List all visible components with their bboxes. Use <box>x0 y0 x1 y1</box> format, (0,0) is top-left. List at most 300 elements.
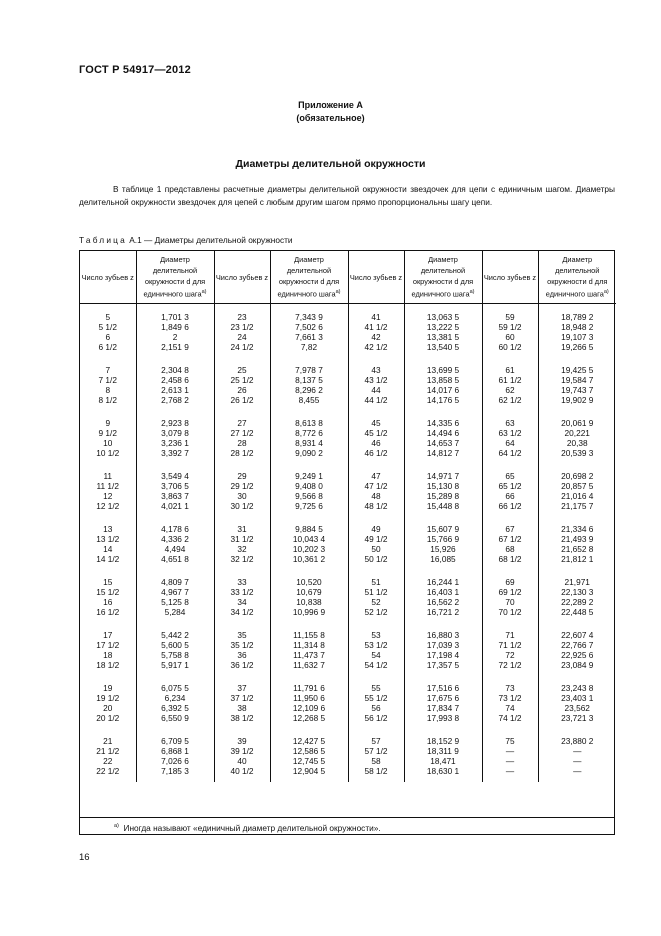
cell-teeth: 68 1/2 <box>482 554 538 564</box>
table-row <box>80 703 616 713</box>
cell-diameter: 21,016 4 <box>561 491 594 501</box>
cell-teeth: 43 1/2 <box>348 375 404 385</box>
cell-teeth: 42 <box>348 332 404 342</box>
table-body <box>80 304 616 783</box>
cell-diameter: 18,789 2 <box>561 312 594 322</box>
footnote-text: Иногда называют «единичный диаметр делительной окружности». <box>123 823 381 833</box>
cell-diameter: 17,198 4 <box>404 650 482 660</box>
cell-diameter: — <box>573 766 582 776</box>
cell-diameter: 4,336 2 <box>136 534 214 544</box>
header-teeth: Число зубьев z <box>482 251 538 304</box>
table-row <box>80 312 616 322</box>
cell-teeth: 71 1/2 <box>482 640 538 650</box>
cell-diameter: 14,176 5 <box>404 395 482 405</box>
cell-teeth: 18 1/2 <box>80 660 136 670</box>
cell-teeth: 57 1/2 <box>348 746 404 756</box>
diameter-table-frame <box>79 250 615 835</box>
cell-teeth: 49 <box>348 524 404 534</box>
cell-teeth: 38 <box>214 703 270 713</box>
cell-teeth: 48 1/2 <box>348 501 404 511</box>
cell-teeth: 39 1/2 <box>214 746 270 756</box>
cell-diameter: 9,249 1 <box>270 471 348 481</box>
cell-teeth: 22 <box>80 756 136 766</box>
cell-teeth: 13 1/2 <box>80 534 136 544</box>
cell-teeth: 16 <box>80 597 136 607</box>
group-spacer <box>80 723 616 736</box>
cell-diameter: 19,743 7 <box>561 385 594 395</box>
cell-teeth: 40 <box>214 756 270 766</box>
cell-teeth: 23 <box>214 312 270 322</box>
cell-teeth: 11 <box>80 471 136 481</box>
cell-teeth: 54 1/2 <box>348 660 404 670</box>
table-row <box>80 365 616 375</box>
cell-diameter: 10,202 3 <box>270 544 348 554</box>
cell-teeth: 53 1/2 <box>348 640 404 650</box>
table-caption-prefix: Таблица <box>79 235 127 245</box>
cell-teeth: 46 <box>348 438 404 448</box>
cell-teeth: 17 <box>80 630 136 640</box>
table-row <box>80 395 616 405</box>
cell-teeth: 27 <box>214 418 270 428</box>
cell-teeth: 9 <box>80 418 136 428</box>
cell-teeth: 42 1/2 <box>348 342 404 352</box>
cell-diameter: 13,222 5 <box>404 322 482 332</box>
group-spacer <box>80 564 616 577</box>
cell-diameter: 20,539 3 <box>561 448 594 458</box>
cell-teeth: 60 <box>482 332 538 342</box>
document-id: ГОСТ Р 54917—2012 <box>79 64 191 76</box>
cell-diameter: 16,403 1 <box>404 587 482 597</box>
cell-diameter: 15,607 9 <box>404 524 482 534</box>
cell-teeth: 21 <box>80 736 136 746</box>
section-title: Диаметры делительной окружности <box>235 158 426 170</box>
cell-teeth: 31 1/2 <box>214 534 270 544</box>
cell-teeth: 59 1/2 <box>482 322 538 332</box>
cell-teeth: 15 1/2 <box>80 587 136 597</box>
cell-teeth: 30 1/2 <box>214 501 270 511</box>
cell-diameter: 4,967 7 <box>136 587 214 597</box>
cell-teeth: 46 1/2 <box>348 448 404 458</box>
cell-diameter: 5,600 5 <box>136 640 214 650</box>
table-row <box>80 683 616 693</box>
cell-teeth: 5 <box>80 312 136 322</box>
table-row <box>80 524 616 534</box>
cell-diameter: 2,458 6 <box>136 375 214 385</box>
cell-diameter: 8,455 <box>270 395 348 405</box>
cell-teeth: 5 1/2 <box>80 322 136 332</box>
header-diameter: Диаметр делительной окружности d для единичного шага$^{а)}$ <box>538 251 616 304</box>
cell-teeth: 70 1/2 <box>482 607 538 617</box>
cell-diameter: 21,971 <box>564 577 590 587</box>
cell-teeth: 62 1/2 <box>482 395 538 405</box>
cell-teeth: 41 1/2 <box>348 322 404 332</box>
cell-teeth: — <box>482 766 538 776</box>
cell-diameter: 14,812 7 <box>404 448 482 458</box>
table-row <box>80 332 616 342</box>
diameter-table <box>80 251 616 782</box>
header-teeth: Число зубьев z <box>214 251 270 304</box>
cell-diameter: 23,562 <box>564 703 590 713</box>
cell-diameter: 10,996 9 <box>270 607 348 617</box>
cell-diameter: 19,584 7 <box>561 375 594 385</box>
group-spacer <box>80 670 616 683</box>
cell-teeth: 52 <box>348 597 404 607</box>
cell-diameter: 2,304 8 <box>136 365 214 375</box>
cell-teeth: 49 1/2 <box>348 534 404 544</box>
cell-diameter: 14,017 6 <box>404 385 482 395</box>
cell-diameter: 13,381 5 <box>404 332 482 342</box>
cell-teeth: 51 <box>348 577 404 587</box>
cell-diameter: 21,812 1 <box>561 554 594 564</box>
cell-teeth: 34 1/2 <box>214 607 270 617</box>
cell-diameter: 6,868 1 <box>136 746 214 756</box>
cell-teeth: 7 1/2 <box>80 375 136 385</box>
cell-diameter: 14,494 6 <box>404 428 482 438</box>
cell-teeth: 35 1/2 <box>214 640 270 650</box>
cell-teeth: 24 <box>214 332 270 342</box>
cell-diameter: 5,284 <box>136 607 214 617</box>
cell-diameter: 11,155 8 <box>270 630 348 640</box>
cell-diameter: 12,904 5 <box>270 766 348 776</box>
cell-teeth: 72 <box>482 650 538 660</box>
cell-diameter: 2,151 9 <box>136 342 214 352</box>
table-footnote <box>80 817 614 836</box>
cell-diameter: 13,858 5 <box>404 375 482 385</box>
cell-teeth: 64 <box>482 438 538 448</box>
cell-teeth: 8 <box>80 385 136 395</box>
cell-diameter: 18,471 <box>404 756 482 766</box>
annex-status: (обязательное) <box>296 113 365 123</box>
table-row <box>80 491 616 501</box>
intro-paragraph <box>79 183 615 209</box>
group-spacer <box>80 304 616 313</box>
cell-teeth: 16 1/2 <box>80 607 136 617</box>
cell-diameter: 12,268 5 <box>270 713 348 723</box>
cell-teeth: 54 <box>348 650 404 660</box>
table-row <box>80 554 616 564</box>
table-header-row <box>80 251 616 304</box>
cell-diameter: 16,244 1 <box>404 577 482 587</box>
cell-teeth: 44 <box>348 385 404 395</box>
cell-diameter: 17,675 6 <box>404 693 482 703</box>
annex-title: Приложение А <box>298 100 363 110</box>
header-teeth: Число зубьев z <box>348 251 404 304</box>
table-row <box>80 534 616 544</box>
table-row <box>80 660 616 670</box>
cell-diameter: 8,931 4 <box>270 438 348 448</box>
cell-teeth: 74 <box>482 703 538 713</box>
cell-diameter: 6,709 5 <box>136 736 214 746</box>
cell-diameter: 10,679 <box>270 587 348 597</box>
cell-diameter: 17,039 3 <box>404 640 482 650</box>
group-spacer <box>80 352 616 365</box>
cell-teeth: 56 <box>348 703 404 713</box>
cell-teeth: 36 1/2 <box>214 660 270 670</box>
cell-teeth: 28 <box>214 438 270 448</box>
table-row <box>80 481 616 491</box>
footnote-mark: а) <box>114 823 119 830</box>
cell-teeth: 19 <box>80 683 136 693</box>
cell-diameter: 2,613 1 <box>136 385 214 395</box>
cell-teeth: 48 <box>348 491 404 501</box>
cell-diameter: 15,926 <box>404 544 482 554</box>
cell-teeth: 25 1/2 <box>214 375 270 385</box>
cell-diameter: 8,137 5 <box>270 375 348 385</box>
cell-teeth: 14 <box>80 544 136 554</box>
table-row <box>80 544 616 554</box>
cell-teeth: 29 1/2 <box>214 481 270 491</box>
cell-teeth: 66 1/2 <box>482 501 538 511</box>
header-diameter: Диаметр делительной окружности d для единичного шага$^{а)}$ <box>136 251 214 304</box>
cell-diameter: 9,090 2 <box>270 448 348 458</box>
cell-teeth: 18 <box>80 650 136 660</box>
cell-teeth: 19 1/2 <box>80 693 136 703</box>
cell-diameter: 6,392 5 <box>136 703 214 713</box>
cell-diameter: 6,234 <box>136 693 214 703</box>
cell-teeth: 34 <box>214 597 270 607</box>
cell-teeth: 35 <box>214 630 270 640</box>
cell-teeth: 44 1/2 <box>348 395 404 405</box>
cell-teeth: 58 <box>348 756 404 766</box>
table-row <box>80 438 616 448</box>
cell-teeth: 13 <box>80 524 136 534</box>
table-row <box>80 640 616 650</box>
cell-diameter: 3,392 7 <box>136 448 214 458</box>
table-row <box>80 418 616 428</box>
cell-teeth: 67 <box>482 524 538 534</box>
cell-diameter: 18,630 1 <box>404 766 482 776</box>
cell-diameter: 15,448 8 <box>404 501 482 511</box>
cell-diameter: 20,061 9 <box>561 418 594 428</box>
cell-diameter: 5,442 2 <box>136 630 214 640</box>
cell-diameter: 22,289 2 <box>561 597 594 607</box>
cell-teeth: 59 <box>482 312 538 322</box>
cell-teeth: 20 1/2 <box>80 713 136 723</box>
table-row <box>80 428 616 438</box>
page-number: 16 <box>79 852 90 863</box>
cell-teeth: 47 1/2 <box>348 481 404 491</box>
cell-diameter: 11,314 8 <box>270 640 348 650</box>
cell-teeth: 69 <box>482 577 538 587</box>
cell-diameter: 10,043 4 <box>270 534 348 544</box>
cell-teeth: 69 1/2 <box>482 587 538 597</box>
cell-teeth: 29 <box>214 471 270 481</box>
cell-diameter: 2 <box>136 332 214 342</box>
annex-heading <box>0 99 661 125</box>
cell-teeth: 63 1/2 <box>482 428 538 438</box>
cell-diameter: 12,586 5 <box>270 746 348 756</box>
table-row <box>80 471 616 481</box>
cell-teeth: 8 1/2 <box>80 395 136 405</box>
cell-teeth: 36 <box>214 650 270 660</box>
cell-diameter: 4,651 8 <box>136 554 214 564</box>
cell-teeth: 43 <box>348 365 404 375</box>
cell-diameter: 2,923 8 <box>136 418 214 428</box>
cell-teeth: 68 <box>482 544 538 554</box>
cell-teeth: 45 1/2 <box>348 428 404 438</box>
cell-teeth: 73 1/2 <box>482 693 538 703</box>
group-spacer <box>80 511 616 524</box>
cell-teeth: 10 1/2 <box>80 448 136 458</box>
cell-diameter: 21,493 9 <box>561 534 594 544</box>
header-diameter: Диаметр делительной окружности d для единичного шага$^{а)}$ <box>404 251 482 304</box>
table-caption-text: А.1 — Диаметры делительной окружности <box>126 235 293 245</box>
cell-teeth: 50 <box>348 544 404 554</box>
cell-teeth: 64 1/2 <box>482 448 538 458</box>
cell-diameter: 3,549 4 <box>136 471 214 481</box>
table-row <box>80 650 616 660</box>
cell-diameter: 20,221 <box>564 428 590 438</box>
cell-diameter: 19,902 9 <box>561 395 594 405</box>
cell-teeth: 20 <box>80 703 136 713</box>
cell-diameter: 14,971 7 <box>404 471 482 481</box>
table-row <box>80 607 616 617</box>
cell-teeth: 67 1/2 <box>482 534 538 544</box>
cell-diameter: 6,075 5 <box>136 683 214 693</box>
cell-diameter: 7,82 <box>270 342 348 352</box>
cell-diameter: 23,084 9 <box>561 660 594 670</box>
cell-diameter: 7,502 6 <box>270 322 348 332</box>
cell-diameter: 16,880 3 <box>404 630 482 640</box>
cell-diameter: 9,884 5 <box>270 524 348 534</box>
cell-diameter: 11,473 7 <box>270 650 348 660</box>
cell-diameter: 12,427 5 <box>270 736 348 746</box>
cell-teeth: 61 <box>482 365 538 375</box>
cell-teeth: 6 <box>80 332 136 342</box>
cell-diameter: 21,175 7 <box>561 501 594 511</box>
cell-teeth: 26 <box>214 385 270 395</box>
cell-diameter: 17,993 8 <box>404 713 482 723</box>
cell-teeth: 32 1/2 <box>214 554 270 564</box>
cell-diameter: 9,566 8 <box>270 491 348 501</box>
cell-teeth: 30 <box>214 491 270 501</box>
cell-teeth: 73 <box>482 683 538 693</box>
cell-diameter: 20,698 2 <box>561 471 594 481</box>
header-teeth: Число зубьев z <box>80 251 136 304</box>
cell-diameter: 15,130 8 <box>404 481 482 491</box>
cell-diameter: 17,516 6 <box>404 683 482 693</box>
cell-diameter: 23,721 3 <box>561 713 594 723</box>
cell-teeth: 33 1/2 <box>214 587 270 597</box>
table-row <box>80 756 616 766</box>
cell-teeth: 47 <box>348 471 404 481</box>
cell-diameter: 16,562 2 <box>404 597 482 607</box>
cell-teeth: 70 <box>482 597 538 607</box>
cell-teeth: 65 1/2 <box>482 481 538 491</box>
cell-diameter: 8,613 8 <box>270 418 348 428</box>
cell-diameter: 7,185 3 <box>136 766 214 776</box>
cell-diameter: 7,978 7 <box>270 365 348 375</box>
cell-diameter: 3,079 8 <box>136 428 214 438</box>
cell-diameter: 14,335 6 <box>404 418 482 428</box>
cell-teeth: — <box>482 746 538 756</box>
cell-diameter: 8,296 2 <box>270 385 348 395</box>
cell-teeth: 63 <box>482 418 538 428</box>
cell-diameter: 22,130 3 <box>561 587 594 597</box>
cell-teeth: 21 1/2 <box>80 746 136 756</box>
cell-diameter: 5,125 8 <box>136 597 214 607</box>
cell-teeth: 9 1/2 <box>80 428 136 438</box>
cell-teeth: 10 <box>80 438 136 448</box>
cell-teeth: 38 1/2 <box>214 713 270 723</box>
cell-diameter: 21,652 8 <box>561 544 594 554</box>
cell-diameter: — <box>573 756 582 766</box>
table-row <box>80 713 616 723</box>
cell-teeth: 11 1/2 <box>80 481 136 491</box>
cell-teeth: 62 <box>482 385 538 395</box>
table-row <box>80 693 616 703</box>
table-row <box>80 736 616 746</box>
cell-diameter: 22,925 6 <box>561 650 594 660</box>
cell-teeth: 41 <box>348 312 404 322</box>
cell-teeth: 71 <box>482 630 538 640</box>
cell-teeth: 26 1/2 <box>214 395 270 405</box>
table-row <box>80 448 616 458</box>
cell-teeth: 12 1/2 <box>80 501 136 511</box>
cell-diameter: 14,653 7 <box>404 438 482 448</box>
cell-teeth: 17 1/2 <box>80 640 136 650</box>
cell-teeth: 12 <box>80 491 136 501</box>
cell-diameter: 20,857 5 <box>561 481 594 491</box>
cell-diameter: 10,838 <box>270 597 348 607</box>
cell-teeth: 52 1/2 <box>348 607 404 617</box>
cell-diameter: 10,361 2 <box>270 554 348 564</box>
cell-teeth: 23 1/2 <box>214 322 270 332</box>
cell-teeth: 74 1/2 <box>482 713 538 723</box>
cell-diameter: 22,607 4 <box>561 630 594 640</box>
cell-diameter: 22,448 5 <box>561 607 594 617</box>
table-row <box>80 342 616 352</box>
cell-diameter: 16,721 2 <box>404 607 482 617</box>
cell-teeth: 22 1/2 <box>80 766 136 776</box>
cell-diameter: 11,950 6 <box>270 693 348 703</box>
cell-diameter: 11,791 6 <box>270 683 348 693</box>
cell-teeth: 14 1/2 <box>80 554 136 564</box>
cell-diameter: 18,948 2 <box>561 322 594 332</box>
cell-teeth: 51 1/2 <box>348 587 404 597</box>
cell-diameter: 15,766 9 <box>404 534 482 544</box>
header-diameter: Диаметр делительной окружности d для единичного шага$^{а)}$ <box>270 251 348 304</box>
cell-teeth: 55 1/2 <box>348 693 404 703</box>
cell-teeth: 50 1/2 <box>348 554 404 564</box>
cell-teeth: 57 <box>348 736 404 746</box>
cell-teeth: 37 <box>214 683 270 693</box>
cell-diameter: 23,403 1 <box>561 693 594 703</box>
cell-diameter: 5,758 8 <box>136 650 214 660</box>
cell-diameter: 3,706 5 <box>136 481 214 491</box>
cell-teeth: 7 <box>80 365 136 375</box>
table-row <box>80 577 616 587</box>
cell-teeth: 75 <box>482 736 538 746</box>
intro-text: В таблице 1 представлены расчетные диаметры делительной окружности звездочек для цепи с единичным шагом. Диаметры делительной окружности звездочек для цепей с любым другим шагом прямо пропорциональны шагу цепи. <box>79 184 615 207</box>
cell-diameter: 7,026 6 <box>136 756 214 766</box>
cell-diameter: 15,289 8 <box>404 491 482 501</box>
cell-diameter: 4,178 6 <box>136 524 214 534</box>
cell-diameter: 4,494 <box>136 544 214 554</box>
cell-diameter: 3,863 7 <box>136 491 214 501</box>
cell-teeth: 45 <box>348 418 404 428</box>
cell-diameter: 23,880 2 <box>561 736 594 746</box>
table-caption <box>79 235 293 245</box>
cell-diameter: 9,725 6 <box>270 501 348 511</box>
cell-teeth: 33 <box>214 577 270 587</box>
cell-diameter: 17,357 5 <box>404 660 482 670</box>
cell-diameter: 18,152 9 <box>404 736 482 746</box>
cell-teeth: 66 <box>482 491 538 501</box>
cell-teeth: 37 1/2 <box>214 693 270 703</box>
cell-diameter: 10,520 <box>270 577 348 587</box>
group-spacer <box>80 458 616 471</box>
